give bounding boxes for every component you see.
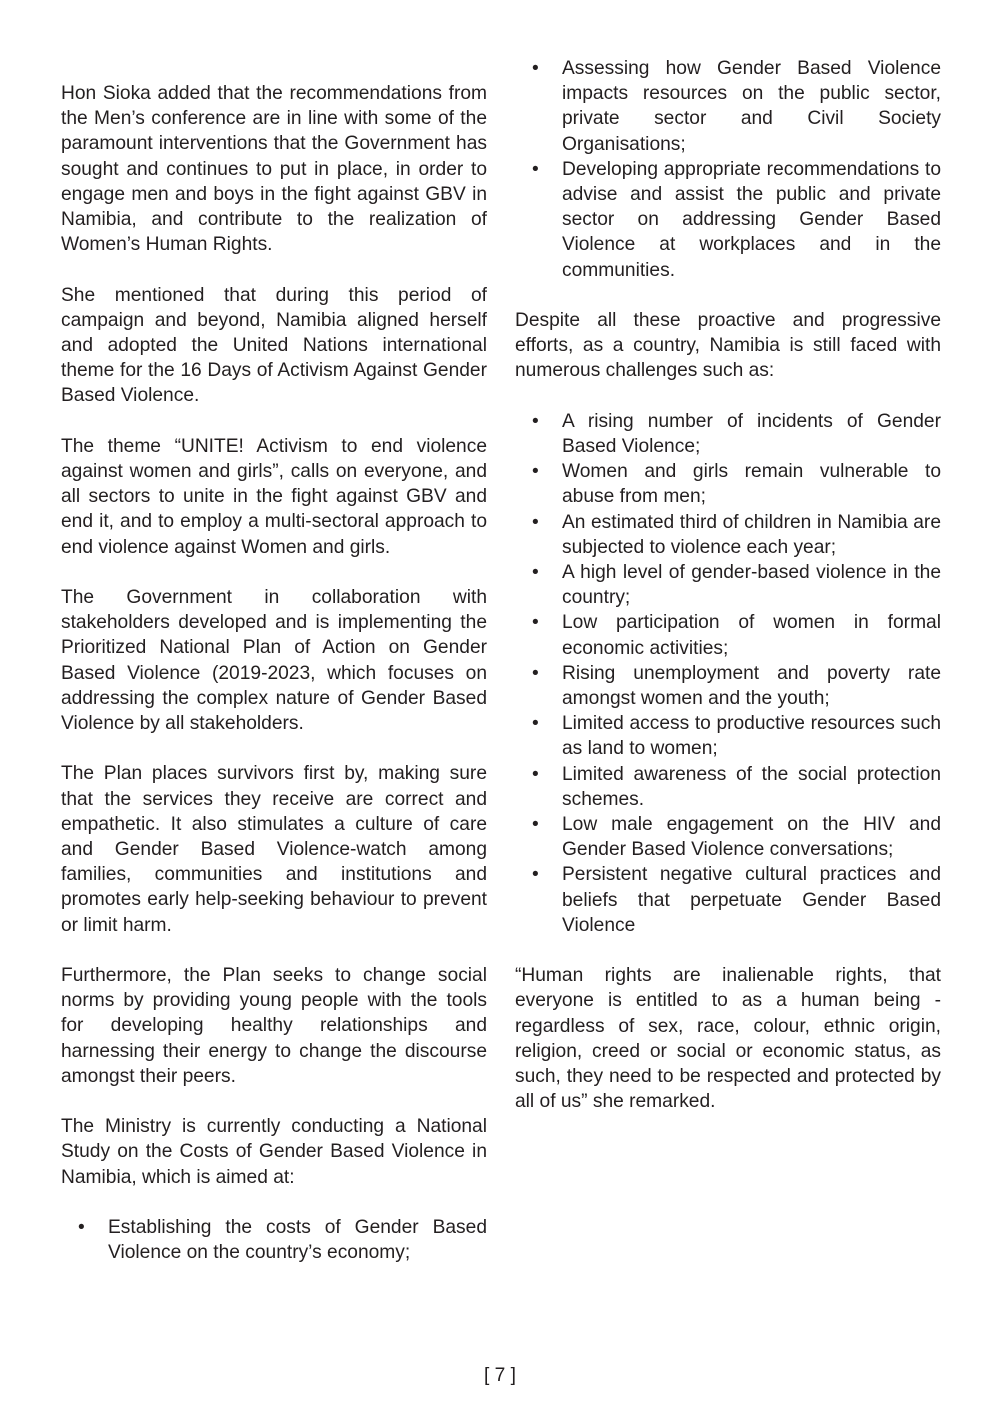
list-item xyxy=(515,459,941,509)
paragraph-recommendations: Hon Sioka added that the recommendations from the Men’s conference are in line with some of the paramount interventions that the Government has sought and continues to put in place, in order to engage men and boys in the fight against GBV in Namibia, and contribute to the realization of Women’s Human Rights. xyxy=(61,83,487,256)
list-item-text: Limited access to productive resources such as land to women; xyxy=(562,713,941,760)
list-item xyxy=(515,711,941,761)
list-item-text: Developing appropriate recommendations to advise and assist the public and private sector on addressing Gender Based Violence at workplaces and in the communities. xyxy=(562,158,941,281)
challenges-list xyxy=(515,409,941,938)
bullet-marker: • xyxy=(532,461,539,483)
list-item xyxy=(515,409,941,459)
bullet-marker: • xyxy=(532,158,539,180)
list-item xyxy=(515,56,941,157)
bullet-marker: • xyxy=(532,562,539,584)
bullet-marker: • xyxy=(532,662,539,684)
bullet-marker: • xyxy=(532,814,539,836)
list-item-text: A rising number of incidents of Gender Based Violence; xyxy=(562,410,941,458)
list-item-text: Establishing the costs of Gender Based Violence on the country’s economy; xyxy=(108,1217,487,1264)
list-item xyxy=(515,812,941,862)
list-item xyxy=(515,661,941,711)
right-column xyxy=(515,56,941,1140)
list-item xyxy=(515,762,941,812)
list-item xyxy=(515,862,941,938)
paragraph-survivors-first: The Plan places survivors first by, making sure that the services they receive are correct and empathetic. It also stimulates a culture of care and Gender Based Violence-watch among families, communities and institutions and promotes early help-seeking behaviour to prevent or limit harm. xyxy=(61,763,487,936)
study-aims-continued-list xyxy=(515,56,941,283)
list-item-text: Rising unemployment and poverty rate amongst women and the youth; xyxy=(562,662,941,710)
bullet-marker: • xyxy=(532,58,539,79)
list-item-text: An estimated third of children in Namibia are subjected to violence each year; xyxy=(562,511,941,558)
list-item-text: Limited awareness of the social protection schemes. xyxy=(562,763,941,810)
list-item xyxy=(515,510,941,560)
left-column xyxy=(61,81,487,1291)
list-item xyxy=(515,157,941,283)
bullet-marker: • xyxy=(532,612,539,634)
paragraph-national-plan: The Government in collaboration with stakeholders developed and is implementing the Prioritized National Plan of Action on Gender Based Violence (2019-2023, which focuses on addressing the complex nature of Gender Based Violence by all stakeholders. xyxy=(61,587,487,735)
page-number: [ 7 ] xyxy=(484,1365,516,1386)
list-item xyxy=(515,560,941,610)
paragraph-challenges-intro: Despite all these proactive and progressive efforts, as a country, Namibia is still faced with numerous challenges such as: xyxy=(515,310,941,382)
paragraph-unite-theme: The theme “UNITE! Activism to end violence against women and girls”, calls on everyone, and all sectors to unite in the fight against GBV and end it, and to employ a multi-sectoral approach to end violence against Women and girls. xyxy=(61,435,487,558)
paragraph-national-study: The Ministry is currently conducting a National Study on the Costs of Gender Based Violence in Namibia, which is aimed at: xyxy=(61,1116,487,1188)
paragraph-campaign-theme: She mentioned that during this period of campaign and beyond, Namibia aligned herself and adopted the United Nations international theme for the 16 Days of Activism Against Gender Based Violence. xyxy=(61,284,487,407)
bullet-marker: • xyxy=(532,410,539,432)
list-item-text: Women and girls remain vulnerable to abuse from men; xyxy=(562,461,941,508)
list-item-text: A high level of gender-based violence in the country; xyxy=(562,562,941,609)
bullet-marker: • xyxy=(532,864,539,886)
bullet-marker: • xyxy=(532,511,539,533)
list-item-text: Assessing how Gender Based Violence impacts resources on the public sector, private sector and Civil Society Organisations; xyxy=(562,58,941,155)
bullet-marker: • xyxy=(532,763,539,785)
list-item-text: Low male engagement on the HIV and Gender Based Violence conversations; xyxy=(562,814,941,861)
bullet-marker: • xyxy=(532,713,539,735)
list-item-text: Persistent negative cultural practices and beliefs that perpetuate Gender Based Violence xyxy=(562,864,941,936)
paragraph-social-norms: Furthermore, the Plan seeks to change social norms by providing young people with the tools for developing healthy relationships and harnessing their energy to change the discourse amongst their peers. xyxy=(61,965,487,1087)
list-item xyxy=(515,610,941,660)
study-aims-list xyxy=(61,1215,487,1265)
bullet-marker: • xyxy=(78,1217,85,1239)
list-item-text: Low participation of women in formal economic activities; xyxy=(562,612,941,659)
list-item xyxy=(61,1215,487,1265)
paragraph-closing-quote: “Human rights are inalienable rights, that everyone is entitled to as a human being -regardless of sex, race, colour, ethnic origin, religion, creed or social or economic status, as such, they need to be respected and protected by all of us” she remarked. xyxy=(515,965,941,1113)
